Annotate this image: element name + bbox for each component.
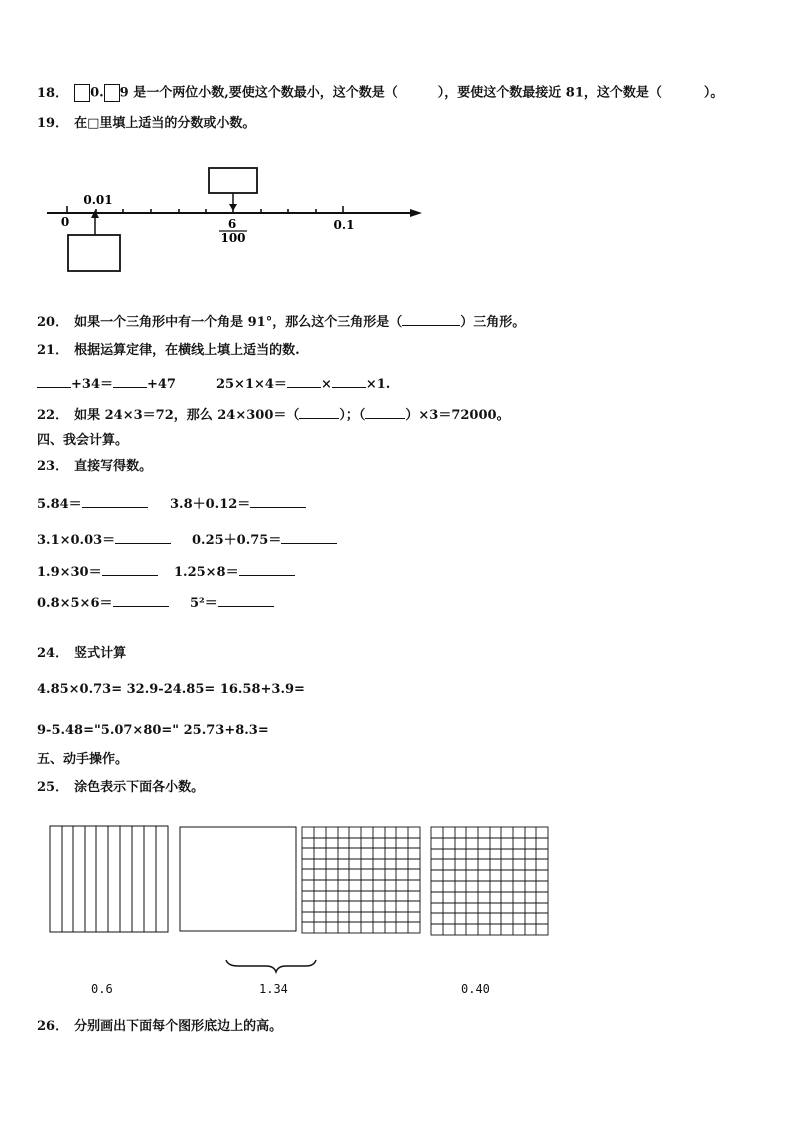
answer-box-top — [209, 168, 257, 193]
digit-box[interactable] — [104, 84, 120, 102]
whole-square — [180, 827, 296, 931]
question-21: 21． 根据运算定律，在横线上填上适当的数. — [37, 343, 300, 358]
label-0-01: 0.01 — [83, 193, 113, 207]
section-5-title: 五、动手操作。 — [37, 752, 129, 767]
question-22: 22． 如果 24×3＝72，那么 24×300＝（ ）；（ ）×3＝72000。 — [37, 408, 510, 423]
arrow-head-icon — [410, 209, 422, 217]
decimal-label: 1.34 — [259, 982, 288, 996]
answer-blank[interactable] — [287, 375, 321, 388]
calc-item: 0.8×5×6＝ — [37, 594, 169, 612]
question-21-equations: +34＝ +47 25×1×4＝ × ×1. — [37, 375, 390, 393]
answer-blank[interactable] — [239, 563, 295, 576]
calc-item: 5²＝ — [190, 594, 274, 612]
calc-item: 1.25×8＝ — [174, 563, 295, 581]
answer-blank[interactable] — [281, 531, 337, 544]
label-frac-denominator: 100 — [220, 231, 246, 245]
answer-blank[interactable] — [82, 495, 148, 508]
question-20: 20． 如果一个三角形中有一个角是 91°，那么这个三角形是（ ）三角形。 — [37, 315, 526, 330]
number-line-figure — [40, 160, 440, 280]
answer-blank[interactable] — [113, 375, 147, 388]
answer-blank[interactable] — [250, 495, 306, 508]
shading-figures — [48, 824, 558, 974]
answer-blank[interactable] — [332, 375, 366, 388]
answer-blank[interactable] — [102, 563, 158, 576]
question-19: 19． 在□里填上适当的分数或小数。 — [37, 116, 256, 131]
answer-blank[interactable] — [115, 531, 171, 544]
answer-blank[interactable] — [218, 594, 274, 607]
calc-item: 1.9×30＝ — [37, 563, 158, 581]
vertical-calc-line-1: 4.85×0.73= 32.9-24.85= 16.58+3.9= — [37, 682, 305, 697]
section-4-title: 四、我会计算。 — [37, 433, 129, 448]
label-0-1: 0.1 — [333, 218, 355, 232]
calc-item: 3.8＋0.12＝ — [170, 495, 306, 513]
answer-blank[interactable] — [299, 406, 339, 419]
question-18: 18． 0. 9 是一个两位小数,要使这个数最小，这个数是（ ），要使这个数最接近 81，这个数是（ ）。 — [37, 85, 724, 101]
label-zero: 0 — [60, 215, 70, 229]
answer-blank[interactable] — [365, 406, 405, 419]
label-frac-numerator: 6 — [227, 217, 237, 231]
decimal-label: 0.40 — [461, 982, 490, 996]
question-number: 18． — [37, 85, 69, 101]
hundredths-grid-a — [302, 827, 420, 933]
brace-icon — [226, 960, 316, 972]
calc-item: 0.25＋0.75＝ — [192, 531, 337, 549]
question-23: 23． 直接写得数。 — [37, 459, 153, 474]
answer-blank[interactable] — [37, 375, 71, 388]
answer-blank[interactable] — [113, 594, 169, 607]
question-24: 24． 竖式计算 — [37, 646, 127, 661]
answer-blank[interactable] — [402, 313, 460, 326]
question-26: 26． 分别画出下面每个图形底边上的高。 — [37, 1019, 283, 1034]
hundredths-grid-b — [431, 827, 548, 935]
tenths-strips — [50, 826, 168, 932]
question-25: 25． 涂色表示下面各小数。 — [37, 780, 205, 795]
vertical-calc-line-2: 9-5.48="5.07×80=" 25.73+8.3= — [37, 723, 269, 738]
decimal-label: 0.6 — [91, 982, 113, 996]
digit-box[interactable] — [74, 84, 90, 102]
calc-item: 3.1×0.03＝ — [37, 531, 171, 549]
answer-box-bottom — [68, 235, 120, 271]
calc-item: 5.84＝ — [37, 495, 148, 513]
